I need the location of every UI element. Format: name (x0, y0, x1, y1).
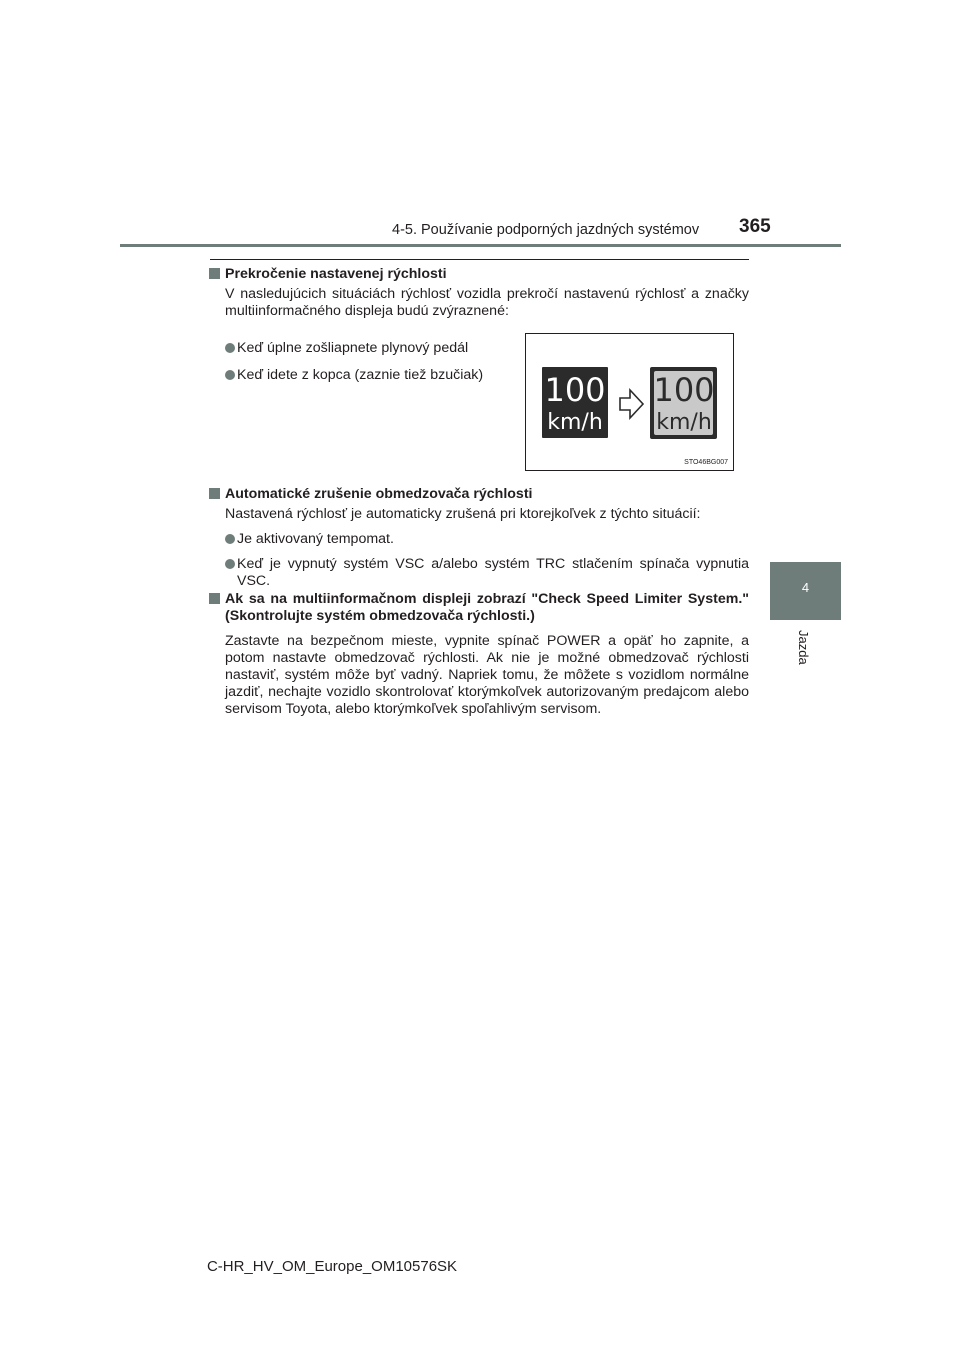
section-auto-cancel (209, 486, 749, 590)
section-heading (209, 266, 749, 283)
chapter-tab-number: 4 (801, 580, 810, 595)
list-item (209, 531, 749, 548)
list-item-text: Keď idete z kopca (zaznie tiež bzučiak) (237, 367, 484, 383)
round-bullet-icon (225, 534, 235, 544)
square-bullet-icon (209, 488, 220, 499)
content-top-rule (210, 259, 749, 260)
section-paragraph: V nasledujúcich situáciách rýchlosť vozidla prekročí nastavenú rýchlosť a značky multiinformačného displeja budú zvýraznené: (225, 286, 749, 319)
footer-document-id (0, 1258, 960, 1275)
section-heading-text: Automatické zrušenie obmedzovača rýchlosti (225, 486, 533, 502)
right-speed-value: 100 (653, 371, 715, 409)
arrow-right-icon (620, 390, 643, 418)
chapter-tab-label: Jazda (796, 630, 811, 665)
section-speed-exceeded (209, 266, 749, 320)
left-speed-value: 100 (544, 371, 606, 409)
section-paragraph: Zastavte na bezpečnom mieste, vypnite spínač POWER a opäť ho zapnite, a potom nastavte obmedzovač rýchlosti. Ak nie je možné obmedzovač rýchlosti nastaviť, systém môže byť vadný. Napriek tomu, že môžete s vozidlom normálne jazdiť, nechajte vozidlo skontrolovať ktorýmkoľvek autorizovaným predajcom alebo servisom Toyota, alebo ktorýmkoľvek spoľahlivým servisom. (225, 633, 749, 717)
list-item-text: Je aktivovaný tempomat. (237, 531, 394, 547)
speed-display-illustration (526, 334, 733, 470)
section-heading-text: Ak sa na multiinformačnom displeji zobrazí "Check Speed Limiter System." (Skontrolujte systém obmedzovača rýchlosti.) (225, 591, 749, 624)
header-section-title: 4-5. Používanie podporných jazdných systémov (392, 222, 700, 238)
section-check-speed-limiter (209, 591, 749, 718)
section-paragraph: Nastavená rýchlosť je automaticky zrušená pri ktorejkoľvek z týchto situácií: (225, 506, 701, 522)
round-bullet-icon (225, 370, 235, 380)
right-speed-unit: km/h (656, 410, 712, 435)
round-bullet-icon (225, 559, 235, 569)
section-heading (209, 486, 749, 503)
section-heading (209, 591, 749, 625)
page-number: 365 (739, 216, 771, 237)
chapter-tab[interactable] (770, 562, 841, 620)
square-bullet-icon (209, 593, 220, 604)
list-item (209, 367, 509, 384)
square-bullet-icon (209, 268, 220, 279)
section-speed-exceeded-bullets (209, 332, 509, 384)
footer-text: C-HR_HV_OM_Europe_OM10576SK (206, 1258, 458, 1275)
round-bullet-icon (225, 343, 235, 353)
speed-display-figure (525, 333, 734, 471)
left-speed-unit: km/h (547, 410, 603, 435)
header-rule (120, 244, 841, 247)
list-item-text: Keď úplne zošliapnete plynový pedál (237, 340, 469, 356)
section-heading-text: Prekročenie nastavenej rýchlosti (225, 266, 447, 282)
figure-caption: STO46BG007 (684, 459, 728, 466)
list-item-text: Keď je vypnutý systém VSC a/alebo systém TRC stlačením spínača vypnutia VSC. (237, 556, 749, 589)
list-item (209, 340, 509, 357)
list-item (209, 556, 749, 590)
